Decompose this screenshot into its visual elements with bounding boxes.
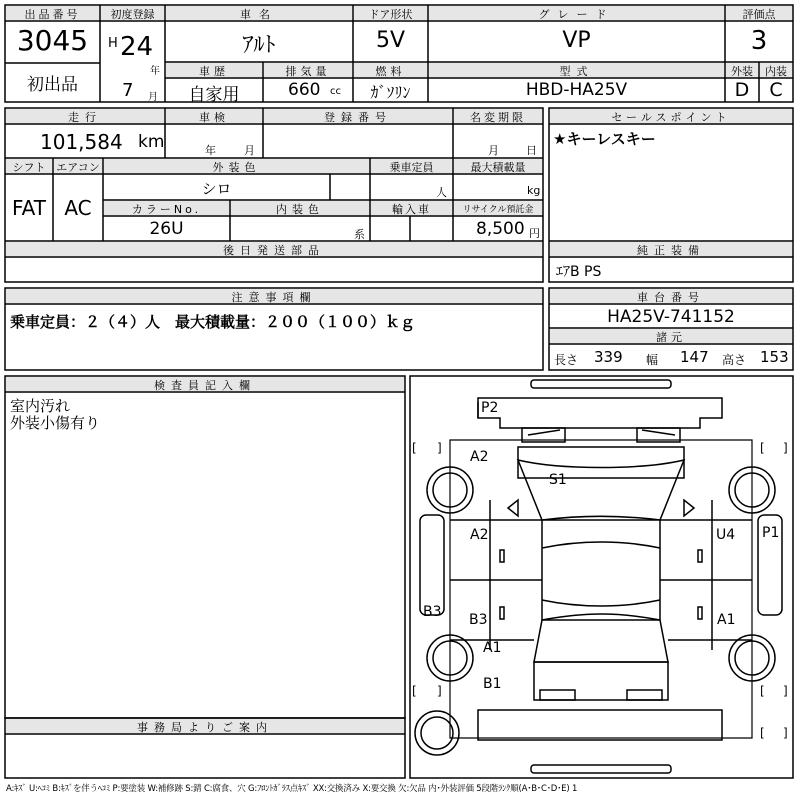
mark-a1-left: A1 (483, 640, 502, 656)
body-color: シロ (201, 180, 232, 198)
mark-a2-left: A2 (470, 527, 489, 543)
reg-month-unit: 月 (148, 92, 158, 103)
mark-b3-side: B3 (423, 604, 442, 620)
chassis-number: HA25V-741152 (607, 307, 735, 327)
car-name: ｱﾙﾄ (242, 33, 276, 58)
mark-u4: U4 (716, 527, 736, 543)
score-label: 評価点 (742, 8, 776, 21)
inspection-label: 車検 (199, 111, 229, 124)
mark-p2: P2 (481, 400, 499, 416)
dims-label: 諸元 (656, 331, 686, 344)
era: H (108, 36, 118, 51)
height: 153 (760, 348, 789, 366)
interior-color-label: 内装色 (276, 203, 324, 216)
capacity-label: 乗車定員 (389, 161, 434, 174)
length-label: 長さ (554, 353, 579, 367)
mark-a1-right: A1 (717, 612, 736, 628)
mark-b3-door: B3 (469, 612, 488, 628)
color-label: 外装色 (212, 161, 261, 174)
inspector-note-2: 外装小傷有り (10, 414, 101, 432)
model-code: HBD-HA25V (525, 80, 628, 100)
mileage-unit: km (138, 132, 165, 152)
office-label: 事務局よりご案内 (137, 721, 273, 734)
lot-number: 3045 (16, 24, 89, 57)
shift: FAT (11, 196, 46, 220)
name-change-month-unit: 月 (488, 144, 499, 157)
svg-text:]: ] (437, 441, 442, 455)
mark-p1: P1 (762, 525, 780, 541)
mark-a2-front: A2 (470, 449, 489, 465)
car-name-label: 車名 (240, 8, 278, 21)
color-no: 26U (149, 219, 184, 239)
reg-date-label: 初度登録 (110, 8, 155, 21)
length: 339 (594, 348, 623, 366)
mark-b1: B1 (483, 676, 502, 692)
fuel: ｶﾞｿﾘﾝ (370, 83, 411, 102)
exterior-grade: D (734, 79, 750, 101)
svg-text:[: [ (412, 441, 417, 455)
grade: VP (562, 28, 591, 53)
svg-text:]: ] (783, 441, 788, 455)
later-parts-label: 後日発送部品 (223, 244, 325, 257)
name-change-day-unit: 日 (526, 144, 537, 157)
inspector-note-1: 室内汚れ (10, 397, 71, 415)
height-label: 高さ (722, 353, 747, 367)
svg-text:[: [ (760, 684, 765, 698)
lot-number-label: 出品番号 (24, 8, 81, 21)
svg-text:]: ] (783, 726, 788, 740)
width: 147 (680, 348, 709, 366)
first-listing: 初出品 (27, 75, 78, 95)
damage-legend: A:ｷｽﾞ U:ﾍｺﾐ B:ｷｽﾞを伴うﾍｺﾐ P:要塗装 W:補修跡 S:錆 C:腐食、穴 G:ﾌﾛﾝﾄｶﾞﾗｽ点ｷｽﾞ XX:交換済み X:要交換 欠:欠品 内･外装評価 5段階ﾗﾝｸ順(A･B･C･D･E) 1 (6, 784, 578, 794)
reg-number-label: 登録番号 (324, 111, 392, 124)
capacity-unit: 人 (436, 186, 447, 199)
svg-text:[: [ (760, 441, 765, 455)
equipment-label: 純正装備 (637, 244, 705, 257)
reg-year-unit: 年 (150, 66, 160, 77)
displacement-unit: cc (330, 86, 341, 97)
equipment: ｴｱB PS (556, 264, 602, 280)
recycle-label: リサイクル預託金 (462, 205, 534, 215)
notes-text: 乗車定員：２（４）人 最大積載量：２００（１００）ｋｇ (10, 313, 416, 331)
interior-color-unit: 系 (354, 228, 365, 241)
import-label: 輸入車 (392, 203, 431, 216)
svg-text:[: [ (412, 684, 417, 698)
notes-label: 注意事項欄 (231, 291, 317, 304)
max-load-unit: kg (527, 184, 541, 197)
score: 3 (750, 26, 768, 56)
width-label: 幅 (646, 353, 659, 367)
inspection-year-unit: 年 (205, 144, 216, 157)
history-label: 車歴 (199, 65, 229, 78)
door-type: 5V (375, 28, 406, 53)
interior-label: 内装 (765, 65, 787, 78)
color-no-label: カラーNo. (131, 203, 202, 216)
displacement-label: 排気量 (285, 65, 331, 78)
ac: AC (64, 196, 92, 220)
mileage: 101,584 (40, 130, 123, 154)
displacement: 660 (288, 80, 321, 100)
max-load-label: 最大積載量 (470, 161, 526, 174)
fuel-label: 燃料 (375, 65, 406, 78)
recycle-unit: 円 (529, 227, 540, 240)
shift-label: シフト (12, 161, 46, 174)
svg-text:]: ] (437, 684, 442, 698)
door-label: ドア形状 (368, 8, 413, 21)
inspector-label: 検査員記入欄 (154, 379, 256, 392)
grade-label: グレード (538, 8, 615, 21)
mileage-label: 走行 (68, 111, 102, 124)
model-label: 型式 (559, 65, 594, 78)
reg-month: 7 (122, 80, 134, 101)
interior-grade: C (769, 79, 783, 101)
recycle-fee: 8,500 (476, 219, 525, 239)
sales-points: ★キーレスキー (553, 130, 656, 148)
inspection-month-unit: 月 (244, 144, 255, 157)
svg-text:[: [ (760, 726, 765, 740)
mark-s1: S1 (549, 472, 567, 488)
ac-label: エアコン (56, 161, 100, 174)
sales-points-label: セールスポイント (611, 111, 731, 124)
history: 自家用 (188, 85, 240, 105)
name-change-label: 名変期限 (470, 111, 526, 124)
exterior-label: 外装 (731, 65, 753, 78)
svg-text:]: ] (783, 684, 788, 698)
reg-year: 24 (120, 32, 154, 62)
chassis-label: 車台番号 (637, 291, 705, 304)
